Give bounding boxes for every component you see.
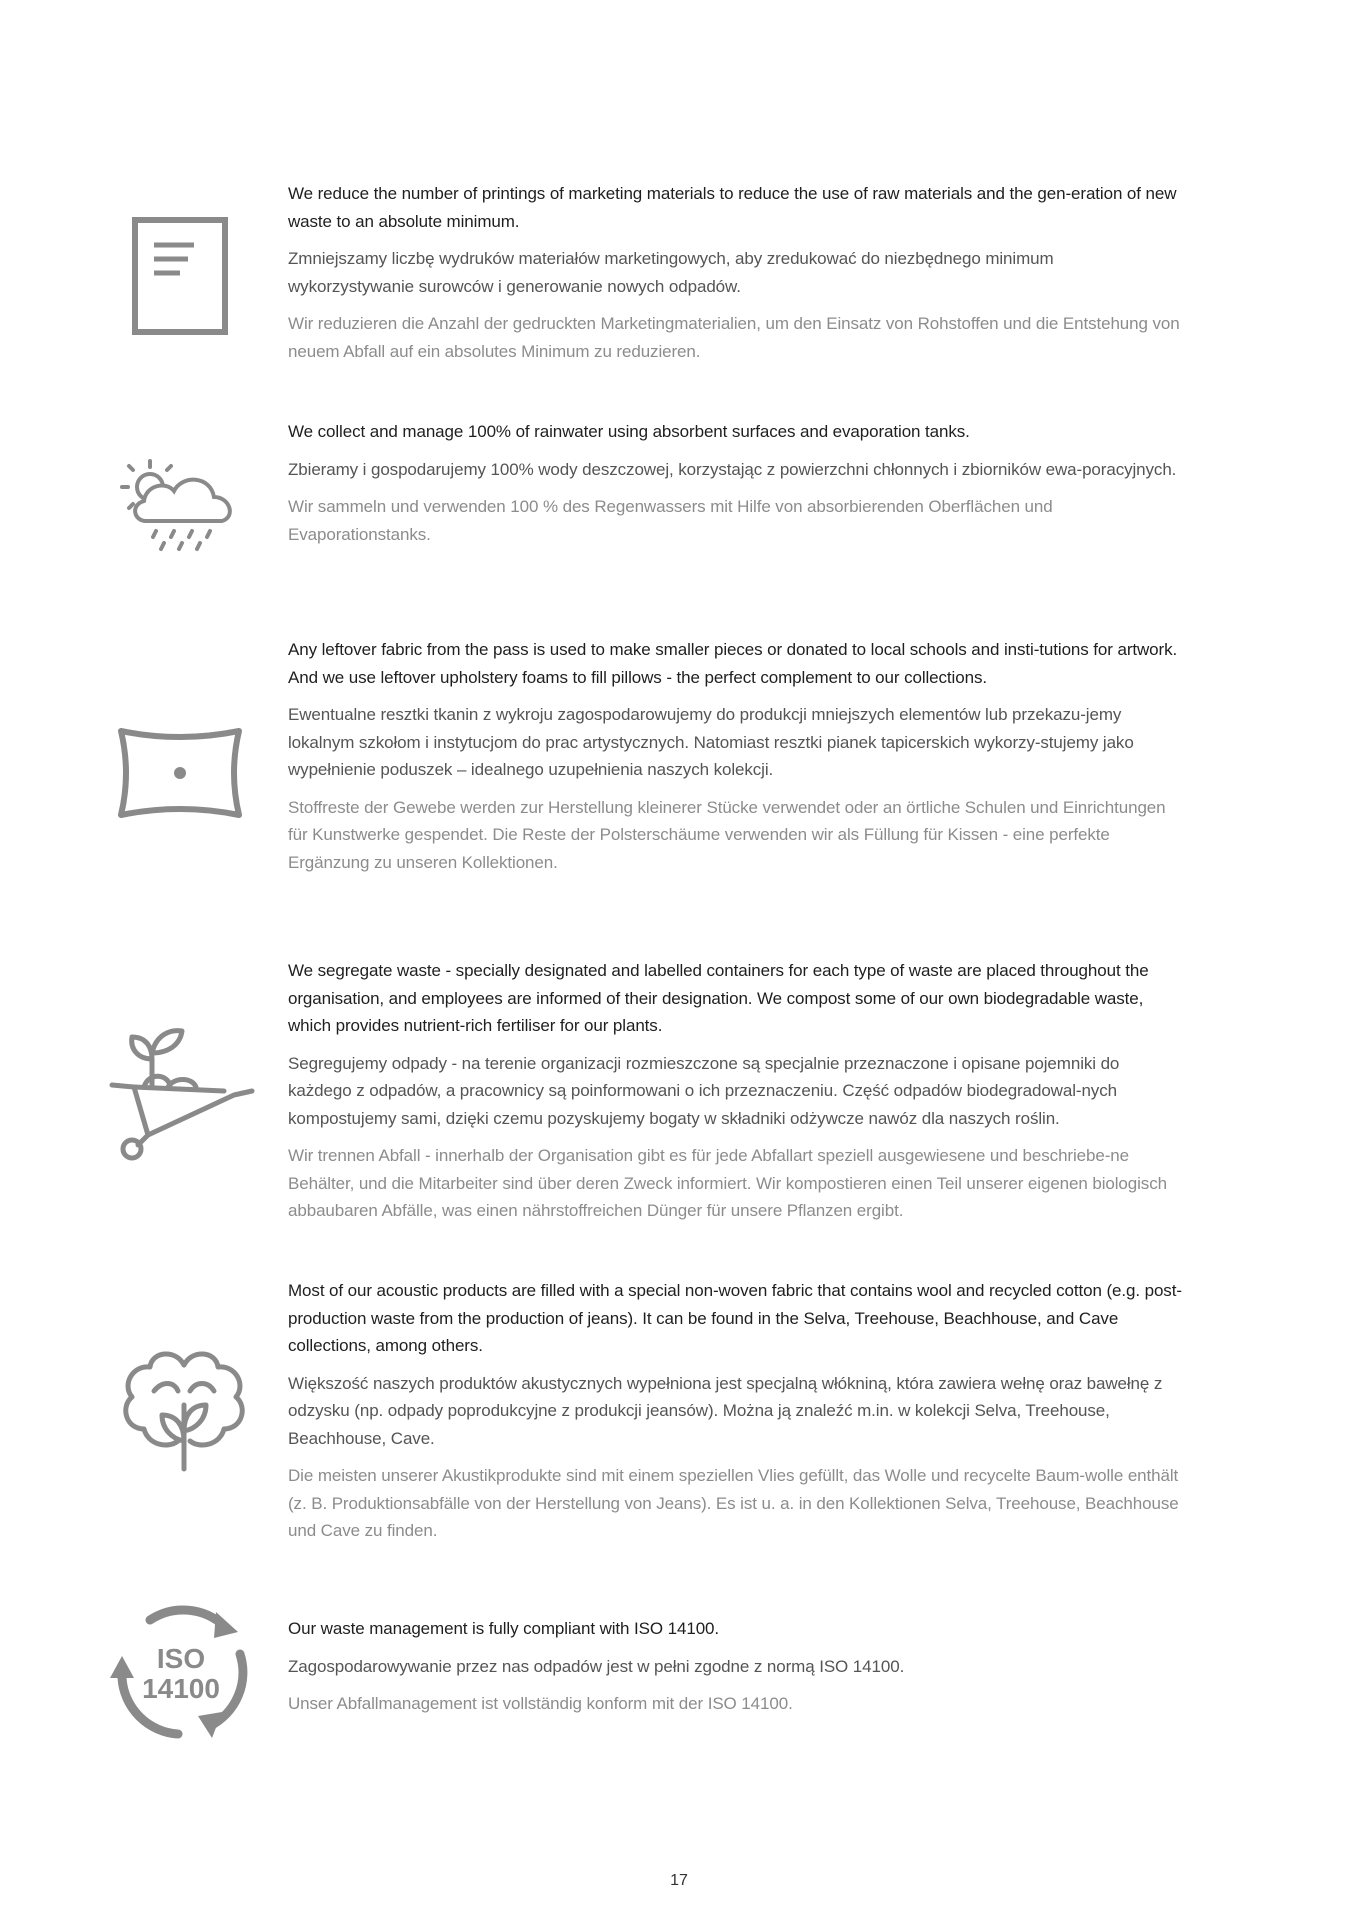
de-text: Unser Abfallmanagement ist vollständig konform mit der ISO 14100. bbox=[288, 1694, 793, 1713]
en-text: We reduce the number of printings of marketing materials to reduce the use of raw materials and the gen-eration of new waste to an absolute minimum. bbox=[288, 184, 1177, 231]
pl-text: Segregujemy odpady - na terenie organizacji rozmieszczone są specjalnie przeznaczone i opisane pojemniki do każdego z odpadów, a pracownicy są poinformowani o ich przeznaczeniu. Część odpadów biodegradowal-nych kompostujemy sami, dzięki czemu pozyskujemy bogaty w składniki odżywcze nawóz dla naszych roślin. bbox=[288, 1053, 1120, 1128]
en-text: Any leftover fabric from the pass is used to make smaller pieces or donated to local schools and insti-tutions for artwork. And we use leftover upholstery foams to fill pillows - the perfect complement to our collections. bbox=[288, 640, 1178, 687]
cotton-icon bbox=[118, 1345, 250, 1475]
pl-text: Większość naszych produktów akustycznych wypełniona jest specjalną włókniną, która zawiera wełnę oraz bawełnę z odzysku (np. odpady poprodukcyjne z produkcji jeansów). Można ją znaleźć m.in. w kolekcji Selva, Treehouse, Beachhouse, Cave. bbox=[288, 1373, 1163, 1448]
iso-label-line2: 14100 bbox=[142, 1673, 220, 1704]
wheelbarrow-plant-icon bbox=[108, 1025, 256, 1161]
iso-recycle-icon bbox=[110, 1600, 252, 1744]
rain-cloud-icon bbox=[116, 455, 246, 551]
pl-text: Ewentualne resztki tkanin z wykroju zagospodarowujemy do produkcji mniejszych elementów lub przekazu-jemy lokalnym szkołom i instytucjom do prac artystycznych. Natomiast resztki pianek tapicerskich wykorzy-stujemy jako wypełnienie poduszek – idealnego uzupełnienia naszych kolekcji. bbox=[288, 705, 1134, 779]
de-text: Stoffreste der Gewebe werden zur Herstellung kleinerer Stücke verwendet oder an örtliche Schulen und Einrichtungen für Kunstwerke gespendet. Die Reste der Polsterschäume verwenden wir als Füllung für Kissen - eine perfekte Ergänzung zu unseren Kollektionen. bbox=[288, 797, 1166, 872]
de-text: Wir sammeln und verwenden 100 % des Regenwassers mit Hilfe von absorbierenden Oberflächen und Evaporationstanks. bbox=[288, 497, 1053, 544]
de-text: Wir trennen Abfall - innerhalb der Organisation gibt es für jede Abfallart speziell ausgewiesene und beschriebe-ne Behälter, und die Mitarbeiter sind über deren Zweck informiert. Wir kompostieren einen Teil unserer eigenen biologisch abbaubaren Abfälle, was einen nährstoffreichen Dünger für unsere Pflanzen ergibt. bbox=[288, 1146, 1167, 1220]
en-text: Most of our acoustic products are filled with a special non-woven fabric that contains wool and recycled cotton (e.g. post-production waste from the production of jeans). It can be found in the Selva, Treehouse, Beachhouse, and Cave collections, among others. bbox=[288, 1281, 1182, 1355]
iso-label-line1: ISO bbox=[156, 1643, 206, 1674]
en-text: Our waste management is fully compliant with ISO 14100. bbox=[288, 1619, 720, 1638]
page-number: 17 bbox=[670, 1872, 688, 1889]
pl-text: Zagospodarowywanie przez nas odpadów jest w pełni zgodne z normą ISO 14100. bbox=[288, 1656, 905, 1676]
en-text: We collect and manage 100% of rainwater using absorbent surfaces and evaporation tanks. bbox=[288, 422, 970, 441]
document-icon bbox=[132, 217, 228, 335]
pillow-icon bbox=[115, 725, 245, 821]
de-text: Die meisten unserer Akustikprodukte sind mit einem speziellen Vlies gefüllt, das Wolle und recycelte Baum-wolle enthält (z. B. Produktionsabfälle von der Herstellung von Jeans). Es ist u. a. in den Kollektionen Selva, Treehouse, Beachhouse und Cave zu finden. bbox=[288, 1466, 1179, 1540]
en-text: We segregate waste - specially designated and labelled containers for each type of waste are placed throughout the organisation, and employees are informed of their designation. We compost some of our own biodegradable waste, which provides nutrient-rich fertiliser for our plants. bbox=[288, 961, 1149, 1035]
de-text: Wir reduzieren die Anzahl der gedruckten Marketingmaterialien, um den Einsatz von Rohstoffen und die Entstehung von neuem Abfall auf ein absolutes Minimum zu reduzieren. bbox=[288, 314, 1180, 361]
pl-text: Zmniejszamy liczbę wydruków materiałów marketingowych, aby zredukować do niezbędnego minimum wykorzystywanie surowców i generowanie nowych odpadów. bbox=[288, 249, 1054, 296]
pl-text: Zbieramy i gospodarujemy 100% wody deszczowej, korzystając z powierzchni chłonnych i zbiorników ewa-poracyjnych. bbox=[288, 459, 1177, 479]
